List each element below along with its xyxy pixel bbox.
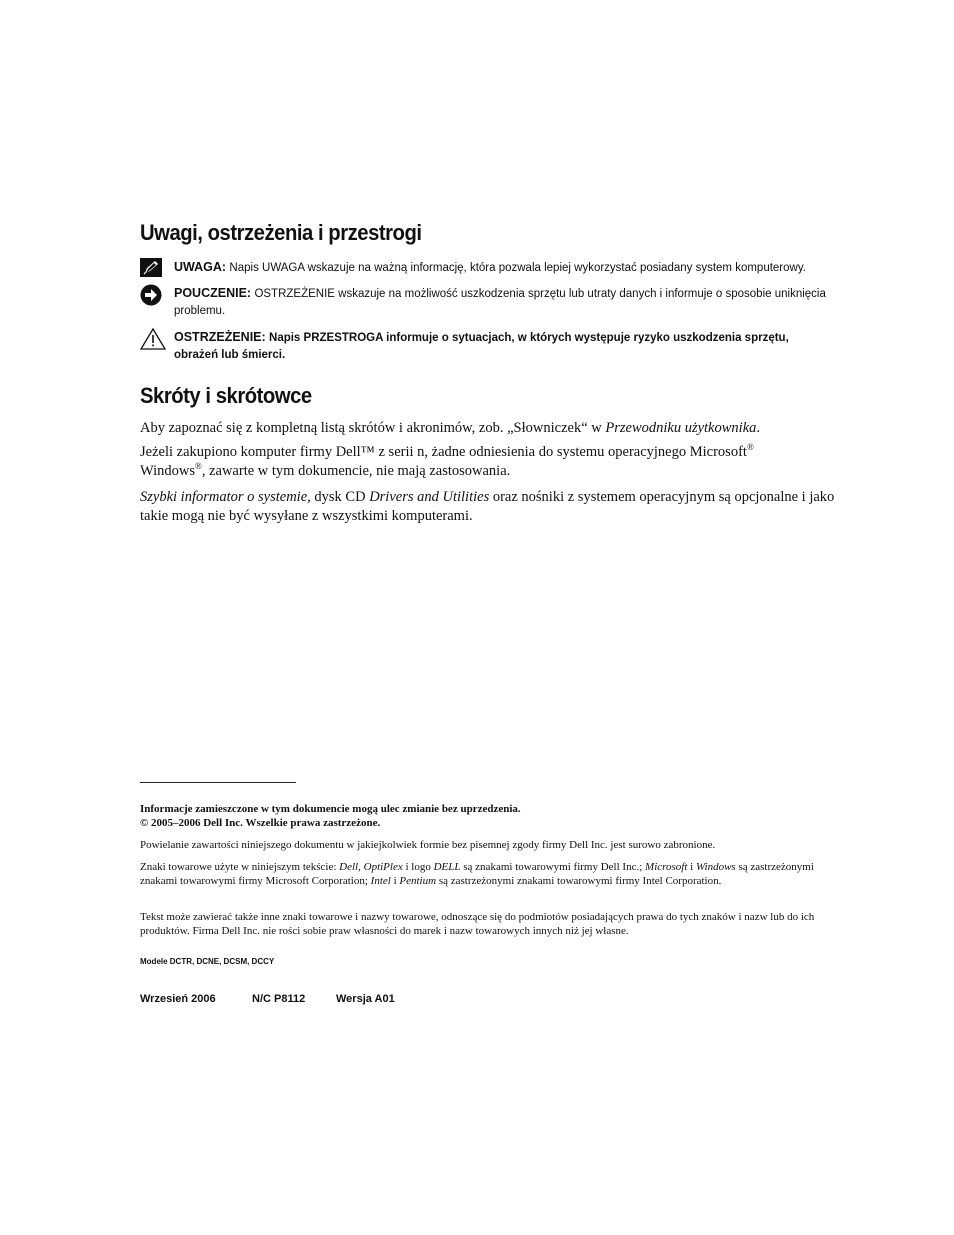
glossary-text: Aby zapoznać się z kompletną listą skrótów i akronimów, zob. „Słowniczek“ w (140, 420, 606, 436)
trademarks-notice (140, 860, 845, 888)
reproduction-notice (140, 838, 845, 852)
reproduction-text: Powielanie zawartości niniejszego dokumentu w jakiejkolwiek formie bez pisemnej zgody firmy Dell Inc. jest surowo zabronione. (140, 839, 716, 851)
arrow-notice-icon (140, 284, 164, 304)
tm-dell: Dell (339, 861, 359, 873)
quick-reference-title: Szybki informator o systemie, (140, 489, 311, 505)
ostrzezenie-label: OSTRZEŻENIE: (174, 330, 266, 344)
copyright-line: © 2005–2006 Dell Inc. Wszelkie prawa zastrzeżone. (140, 817, 381, 829)
other-trademarks-notice (140, 910, 845, 938)
tm-text: są zastrzeżonymi znakami towarowymi firmy Intel Corporation. (436, 875, 722, 887)
change-notice-line: Informacje zamieszczone w tym dokumencie mogą ulec zmianie bez uprzedzenia. (140, 803, 521, 815)
tm-dell-logo: DELL (433, 861, 461, 873)
users-guide-title: Przewodniku użytkownika (605, 420, 757, 436)
ostrzezenie-text: Napis PRZESTROGA informuje o sytuacjach, w których występuje ryzyko uszkodzenia sprzętu, (269, 332, 789, 344)
tm-microsoft: Microsoft (645, 861, 688, 873)
footer-version: Wersja A01 (336, 993, 395, 1005)
tm-text: są zastrzeżonymi znakami towarowymi firmy Microsoft Corporation; (140, 861, 814, 887)
footnote-divider (140, 782, 296, 783)
tm-text: , (358, 861, 364, 873)
tm-text: są znakami towarowymi firmy Dell Inc.; (460, 861, 646, 873)
pencil-note-icon (140, 258, 164, 278)
paragraph-optional-media (140, 488, 845, 526)
glossary-period: . (756, 420, 761, 436)
section-title-notes: Uwagi, ostrzeżenia i przestrogi (140, 220, 422, 245)
paragraph-glossary (140, 419, 845, 438)
warning-triangle-icon (140, 328, 164, 348)
uwaga-label: UWAGA: (174, 260, 227, 274)
footer-date: Wrzesień 2006 (140, 993, 216, 1005)
tm-text: Znaki towarowe użyte w niniejszym tekście: (140, 861, 340, 873)
change-notice (140, 802, 845, 830)
optional-text: oraz nośniki z systemem operacyjnym są opcjonalne i jako takie mogą nie być wysyłane z wszystkimi komputerami. (140, 489, 835, 524)
note-uwaga (140, 259, 840, 276)
n-series-text: Jeżeli zakupiono komputer firmy Dell™ z serii n, żadne odniesienia do systemu operacyjnego Microsoft (140, 444, 747, 460)
ostrzezenie-text-cont: obrażeń lub śmierci. (174, 349, 286, 361)
tm-intel: Intel (370, 875, 391, 887)
registered-mark: ® (195, 461, 202, 472)
registered-mark: ® (746, 442, 754, 453)
tm-text: i (687, 861, 696, 873)
footer-part-number: N/C P8112 (252, 993, 306, 1005)
pouczenie-text-cont: problemu. (174, 305, 226, 317)
tm-optiplex: OptiPlex (363, 861, 403, 873)
tm-windows: Windows (695, 861, 736, 873)
n-series-text-end: , zawarte w tym dokumencie, nie mają zastosowania. (201, 463, 511, 479)
tm-pentium: Pentium (399, 875, 437, 887)
optional-text-cd: dysk CD (310, 489, 370, 505)
section-title-abbreviations: Skróty i skrótowce (140, 383, 312, 408)
windows-text: Windows (140, 463, 195, 479)
uwaga-text: Napis UWAGA wskazuje na ważną informację, która pozwala lepiej wykorzystać posiadany system komputerowy. (229, 262, 806, 274)
pouczenie-label: POUCZENIE: (174, 286, 252, 300)
tm-text: i logo (402, 861, 434, 873)
paragraph-n-series (140, 443, 845, 481)
other-tm-text: Tekst może zawierać także inne znaki towarowe i nazwy towarowe, odnoszące się do podmiotów posiadających prawa do tych znaków i nazw lub do ich produktów. Firma Dell Inc. nie rości sobie praw własności do marek i nazw towarowych innych niż jej własne. (140, 911, 815, 937)
pouczenie-text: OSTRZEŻENIE wskazuje na możliwość uszkodzenia sprzętu lub utraty danych i informuje o sposobie uniknięcia (254, 288, 826, 300)
note-ostrzezenie (140, 329, 840, 363)
tm-text: i (390, 875, 400, 887)
drivers-utilities-title: Drivers and Utilities (369, 489, 490, 505)
model-numbers: Modele DCTR, DCNE, DCSM, DCCY (140, 957, 275, 966)
note-pouczenie (140, 285, 840, 319)
